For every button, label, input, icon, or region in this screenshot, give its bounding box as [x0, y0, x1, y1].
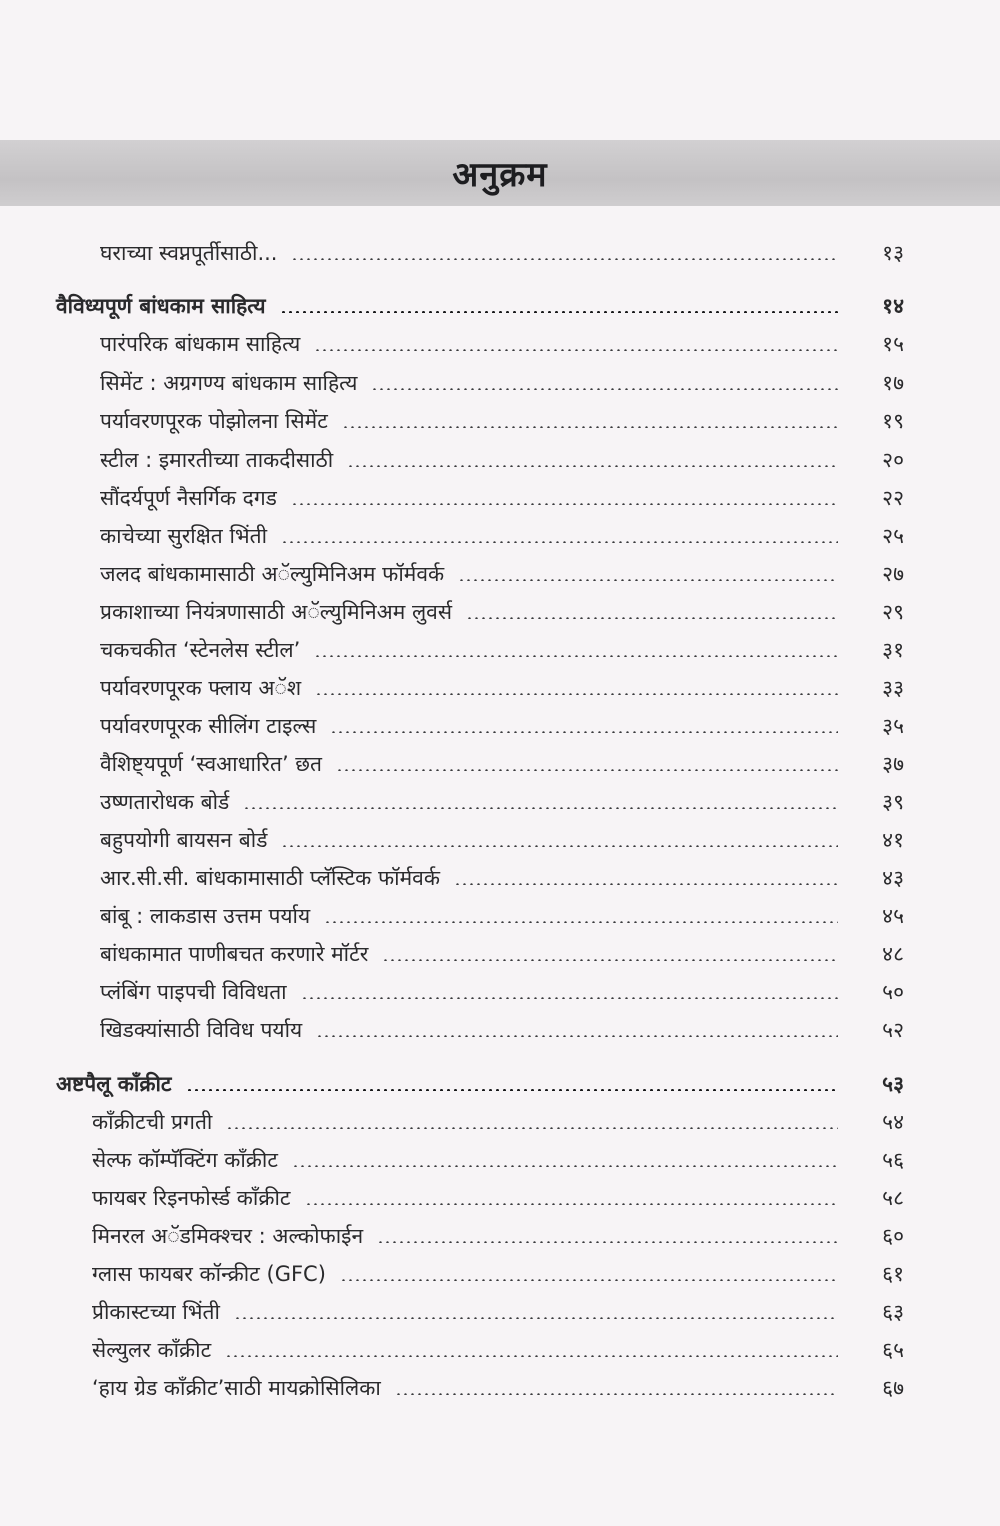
toc-entry: [92, 1371, 904, 1405]
toc-entry-title: प्रीकास्टच्या भिंती: [92, 1300, 220, 1324]
toc-entry: [92, 1105, 904, 1139]
toc-entry: [100, 975, 904, 1009]
toc-entry: [100, 671, 904, 705]
toc-entry-title: सेल्फ कॉम्पॅक्टिंग कॉंक्रीट: [92, 1148, 278, 1172]
dot-leader: [225, 1355, 838, 1357]
dot-leader: [342, 426, 838, 428]
dot-leader: [314, 349, 838, 351]
toc-entry-title: उष्णतारोधक बोर्ड: [100, 790, 230, 814]
dot-leader: [330, 731, 838, 733]
toc-entry-title: आर.सी.सी. बांधकामासाठी प्लॅस्टिक फॉर्मवर्क: [100, 866, 440, 890]
toc-page-number: ६३: [882, 1300, 904, 1324]
toc-entry: [100, 481, 904, 515]
dot-leader: [226, 1127, 838, 1129]
toc-entry: [100, 747, 904, 781]
toc-entry-title: वैविध्यपूर्ण बांधकाम साहित्य: [56, 294, 266, 318]
toc-page-number: ६१: [882, 1262, 904, 1286]
toc-entry: [92, 1295, 904, 1329]
toc-entry: [100, 366, 904, 400]
toc-entry: [100, 519, 904, 553]
dot-leader: [324, 921, 838, 923]
dot-leader: [336, 769, 838, 771]
toc-page-number: ३९: [882, 790, 904, 814]
toc-entry: [100, 633, 904, 667]
toc-entry-title: ग्लास फायबर कॉन्क्रीट (GFC): [92, 1262, 326, 1286]
toc-entry-title: पर्यावरणपूरक सीलिंग टाइल्स: [100, 714, 317, 738]
toc-entry: [100, 937, 904, 971]
dot-leader: [466, 617, 838, 619]
dot-leader: [292, 1165, 838, 1167]
toc-entry-title: मिनरल अॅडमिक्श्चर : अल्कोफाईन: [92, 1224, 364, 1248]
toc-page-number: १५: [882, 332, 904, 356]
toc-entry: [92, 1257, 904, 1291]
toc-page-number: ३५: [882, 714, 904, 738]
dot-leader: [371, 388, 838, 390]
dot-leader: [291, 503, 838, 505]
toc-entry-title: सौंदर्यपूर्ण नैसर्गिक दगड: [100, 486, 277, 510]
dot-leader: [316, 1035, 838, 1037]
toc-entry-title: पारंपरिक बांधकाम साहित्य: [100, 332, 301, 356]
toc-page-number: ४१: [882, 828, 904, 852]
toc-entry-title: अष्टपैलू कॉंक्रीट: [56, 1072, 172, 1096]
toc-entry-title: फायबर रिइनफोर्स्ड कॉंक्रीट: [92, 1186, 291, 1210]
toc-page-number: ४५: [882, 904, 904, 928]
dot-leader: [314, 655, 838, 657]
dot-leader: [301, 997, 838, 999]
toc-entry-title: पर्यावरणपूरक पोझोलना सिमेंट: [100, 409, 328, 433]
toc-page-number: ६५: [882, 1338, 904, 1362]
toc-page-number: २५: [882, 524, 904, 548]
toc-page-number: ३३: [882, 676, 904, 700]
toc-page-number: ६७: [882, 1376, 904, 1400]
toc-page-number: ५६: [882, 1148, 904, 1172]
toc-page-number: ३७: [882, 752, 904, 776]
toc-entry: [92, 1333, 904, 1367]
toc-entry-title: पर्यावरणपूरक फ्लाय अॅश: [100, 676, 302, 700]
dot-leader: [291, 258, 838, 260]
toc-entry-title: काचेच्या सुरक्षित भिंती: [100, 524, 268, 548]
toc-entry-title: बांबू : लाकडास उत्तम पर्याय: [100, 904, 311, 928]
dot-leader: [347, 465, 838, 467]
dot-leader: [281, 541, 838, 543]
toc-entry: [92, 1143, 904, 1177]
dot-leader: [377, 1241, 838, 1243]
toc-page-number: २७: [882, 562, 904, 586]
toc-entry-title: स्टील : इमारतीच्या ताकदीसाठी: [100, 448, 334, 472]
dot-leader: [382, 959, 838, 961]
toc-entry-title: खिडक्यांसाठी विविध पर्याय: [100, 1018, 303, 1042]
toc-page-number: २२: [882, 486, 904, 510]
toc-entry-title: सेल्युलर कॉंक्रीट: [92, 1338, 212, 1362]
toc-entry: [100, 595, 904, 629]
toc-entry-title: ‘हाय ग्रेड कॉंक्रीट’साठी मायक्रोसिलिका: [92, 1376, 381, 1400]
toc-entry: [100, 823, 904, 857]
toc-entry-title: कॉंक्रीटची प्रगती: [92, 1110, 213, 1134]
toc-entry-title: बांधकामात पाणीबचत करणारे मॉर्टर: [100, 942, 369, 966]
toc-entry: [100, 327, 904, 361]
toc-page-number: १३: [882, 241, 904, 265]
dot-leader: [234, 1317, 838, 1319]
toc-entry: [100, 557, 904, 591]
toc-entry: [100, 443, 904, 477]
toc-entry: [100, 709, 904, 743]
toc-page-number: १९: [882, 409, 904, 433]
toc-page-number: ३१: [882, 638, 904, 662]
toc-entry: [100, 404, 904, 438]
toc-entry: [92, 1219, 904, 1253]
toc-entry-title: सिमेंट : अग्रगण्य बांधकाम साहित्य: [100, 371, 358, 395]
toc-page-number: ५३: [882, 1072, 904, 1096]
toc-section-heading: [56, 1067, 904, 1101]
dot-leader: [186, 1089, 838, 1091]
dot-leader: [395, 1393, 838, 1395]
toc-entry-title: प्रकाशाच्या नियंत्रणासाठी अॅल्युमिनिअम लुवर्स: [100, 600, 453, 624]
dot-leader: [315, 693, 838, 695]
toc-entry: [100, 236, 904, 270]
page-title: अनुक्रम: [452, 155, 548, 195]
toc-page-number: ५४: [882, 1110, 904, 1134]
toc-entry-title: चकचकीत ‘स्टेनलेस स्टील’: [100, 638, 301, 662]
toc-entry: [92, 1181, 904, 1215]
dot-leader: [454, 883, 838, 885]
dot-leader: [305, 1203, 839, 1205]
toc-section-heading: [56, 289, 904, 323]
toc-page-number: २९: [882, 600, 904, 624]
toc-page-number: १७: [882, 371, 904, 395]
toc-entry-title: वैशिष्ट्यपूर्ण ‘स्वआधारित’ छत: [100, 752, 323, 776]
dot-leader: [281, 845, 838, 847]
toc-page-number: ४८: [882, 942, 904, 966]
toc-entry-title: घराच्या स्वप्नपूर्तीसाठी...: [100, 241, 278, 265]
toc-page-number: ४३: [882, 866, 904, 890]
toc-entry: [100, 861, 904, 895]
dot-leader: [458, 579, 838, 581]
dot-leader: [243, 807, 838, 809]
toc-entry: [100, 899, 904, 933]
toc-page-number: २०: [882, 448, 904, 472]
toc-entry-title: जलद बांधकामासाठी अॅल्युमिनिअम फॉर्मवर्क: [100, 562, 445, 586]
toc-entry-title: प्लंबिंग पाइपची विविधता: [100, 980, 287, 1004]
dot-leader: [280, 311, 838, 313]
toc-entry: [100, 785, 904, 819]
toc-page-number: ५२: [882, 1018, 904, 1042]
toc-entry-title: बहुपयोगी बायसन बोर्ड: [100, 828, 268, 852]
toc-page-number: ५८: [882, 1186, 904, 1210]
toc-page-number: ६०: [882, 1224, 904, 1248]
dot-leader: [340, 1279, 838, 1281]
toc-page-number: १४: [882, 294, 904, 318]
toc-entry: [100, 1013, 904, 1047]
toc-page-number: ५०: [882, 980, 904, 1004]
